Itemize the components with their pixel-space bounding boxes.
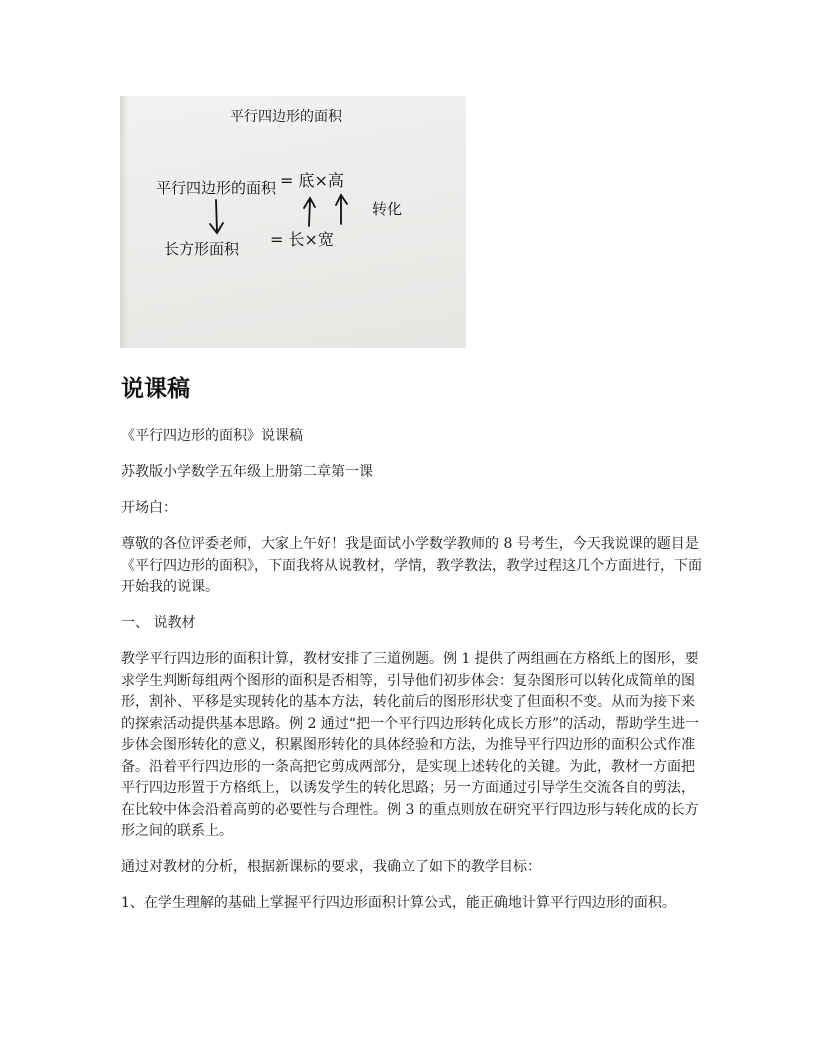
photo-title: 平行四边形的面积 — [230, 109, 342, 125]
textbook-paragraph: 教学平行四边形的面积计算，教材安排了三道例题。例 1 提供了两组画在方格纸上的图形，要求学生判断每组两个图形的面积是否相等，引导他们初步体会：复杂图形可以转化成简单的图形，割补、平移是实现转化的基本方法，转化前后的图形形状变了但面积不变。从而为接下来的探索活动提供基本思路。例 2 通过“把一个平行四边形转化成长方形”的活动，帮助学生进一步体会图形转化的意义，积累图形转化的具体经验和方法，为推导平行四边形的面积公式作准备。沿着平行四边形的一条高把它剪成两部分，是实现上述转化的关键。为此，教材一方面把平行四边形置于方格纸上，以诱发学生的转化思路；另一方面通过引导学生交流各自的剪法，在比较中体会沿着高剪的必要性与合理性。例 3 的重点则放在研究平行四边形与转化成的长方形之间的联系上。 — [121, 651, 700, 839]
doc-title: 《平行四边形的面积》说课稿 — [121, 428, 303, 444]
whiteboard-photo — [120, 96, 466, 348]
document-body — [121, 426, 705, 929]
photo-formula2-right: = 长×宽 — [270, 230, 334, 249]
handwritten-notes — [120, 96, 466, 348]
section-heading: 一、 说教材 — [121, 615, 196, 631]
photo-formula2-left: 长方形面积 — [164, 240, 240, 258]
opening-paragraph: 尊敬的各位评委老师，大家上午好！我是面试小学数学教师的 8 号考生，今天我说课的题目是《平行四边形的面积》，下面我将从说教材，学情，教学教法，教学过程这几个方面进行，下面开始我的说课。 — [121, 536, 702, 595]
arrow-down-icon — [210, 200, 223, 233]
opening-label: 开场白： — [121, 500, 177, 516]
photo-formula-left: 平行四边形的面积 — [156, 179, 277, 197]
photo-formula-right: = 底×高 — [280, 171, 344, 190]
objective-item: 1、在学生理解的基础上掌握平行四边形面积计算公式，能正确地计算平行四边形的面积。 — [121, 895, 676, 911]
photo-side-note: 转化 — [372, 200, 403, 218]
page-heading: 说课稿 — [121, 376, 190, 402]
doc-subtitle: 苏教版小学数学五年级上册第二章第一课 — [121, 464, 373, 480]
arrow-up-icon — [304, 195, 347, 226]
objectives-intro: 通过对教材的分析，根据新课标的要求，我确立了如下的教学目标： — [121, 859, 541, 875]
